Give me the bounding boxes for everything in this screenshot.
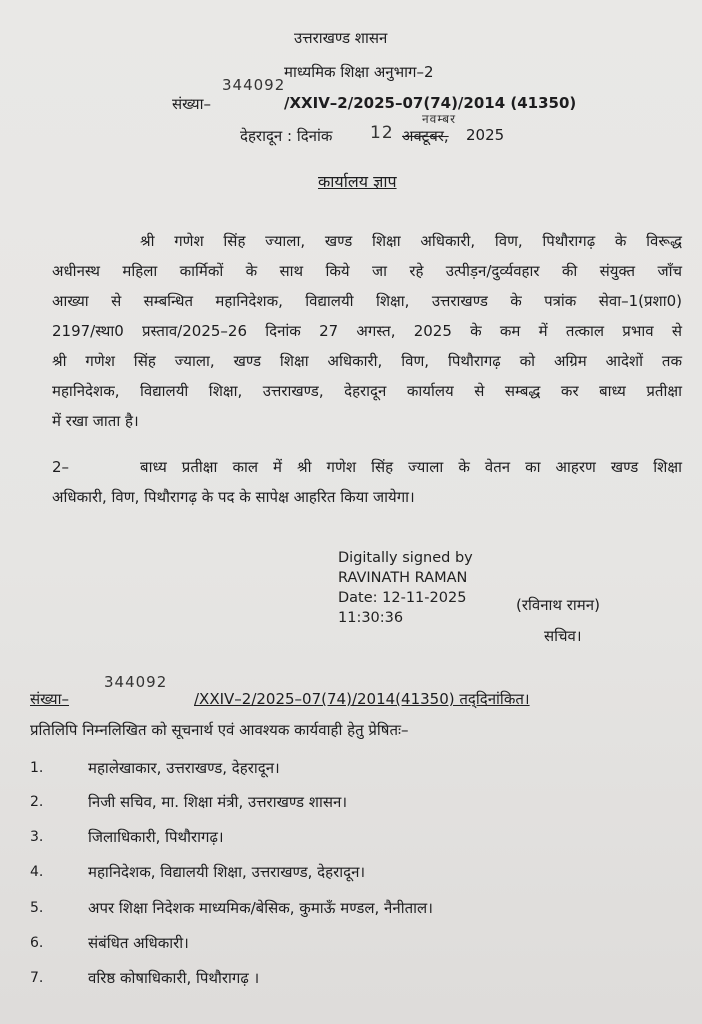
list-item-number: 5. [30, 900, 44, 916]
endorsement-intro: प्रतिलिपि निम्नलिखित को सूचनार्थ एवं आवश्यक कार्यवाही हेतु प्रेषितः– [30, 721, 409, 739]
handwritten-month: नवम्बर [422, 112, 456, 126]
section-heading: माध्यमिक शिक्षा अनुभाग–2 [284, 63, 434, 81]
list-item-number: 4. [30, 864, 44, 880]
list-item-text: निजी सचिव, मा. शिक्षा मंत्री, उत्तराखण्ड शासन। [88, 793, 348, 811]
signature-line: Digitally signed by [338, 550, 473, 566]
handwritten-number: 344092 [222, 76, 286, 94]
list-item-number: 3. [30, 829, 44, 845]
endorsement-reference: /XXIV–2/2025–07(74)/2014(41350) तद्‌दिनांकित। [194, 690, 530, 708]
year: 2025 [466, 126, 505, 144]
list-item-number: 6. [30, 935, 44, 951]
paragraph-2 [52, 452, 682, 512]
list-item-text: महालेखाकार, उत्तराखण्ड, देहरादून। [88, 759, 280, 777]
handwritten-day: 12 [370, 123, 394, 143]
paragraph-1-line: श्री गणेश सिंह ज्याला, खण्ड शिक्षा अधिकारी, विण, पिथौरागढ़ को अग्रिम आदेशों तक [52, 352, 682, 370]
document-title: कार्यालय ज्ञाप [318, 172, 397, 191]
government-heading: उत्तराखण्ड शासन [294, 29, 388, 47]
signature-time: 11:30:36 [338, 610, 404, 626]
paragraph-1-line: में रखा जाता है। [52, 412, 139, 430]
paragraph-1-line: 2197/स्था0 प्रस्ताव/2025–26 दिनांक 27 अगस्त, 2025 के कम में तत्काल प्रभाव से [52, 322, 682, 340]
signature-date: Date: 12-11-2025 [338, 590, 467, 606]
paragraph-2-line: अधिकारी, विण, पिथौरागढ़ के पद के सापेक्ष आहरित किया जायेगा। [52, 488, 415, 506]
list-item-text: जिलाधिकारी, पिथौरागढ़। [88, 828, 224, 846]
paragraph-2-number: 2– [52, 458, 70, 476]
paragraph-2-line: बाध्य प्रतीक्षा काल में श्री गणेश सिंह ज्याला के वेतन का आहरण खण्ड शिक्षा [140, 458, 682, 476]
paragraph-1-line: महानिदेशक, विद्यालयी शिक्षा, उत्तराखण्ड, देहरादून कार्यालय से सम्बद्ध कर बाध्य प्रतीक्षा [52, 382, 682, 400]
paragraph-1-line: आख्या से सम्बन्धित महानिदेशक, विद्यालयी शिक्षा, उत्तराखण्ड के पत्रांक सेवा–1(प्रशा0) [52, 292, 682, 310]
signatory-designation: सचिव। [544, 627, 582, 645]
endorsement-handwritten-number: 344092 [104, 673, 168, 691]
list-item-text: महानिदेशक, विद्यालयी शिक्षा, उत्तराखण्ड, देहरादून। [88, 863, 366, 881]
paragraph-1-line: अधीनस्थ महिला कार्मिकों के साथ किये जा रहे उत्पीड़न/दुर्व्यवहार की संयुक्त जाँच [52, 262, 682, 280]
list-item-text: वरिष्ठ कोषाधिकारी, पिथौरागढ़ । [88, 969, 260, 987]
file-reference: /XXIV–2/2025–07(74)/2014 (41350) [284, 94, 577, 112]
paragraph-1-line: श्री गणेश सिंह ज्याला, खण्ड शिक्षा अधिकारी, विण, पिथौरागढ़ के विरूद्ध [140, 232, 682, 250]
digital-signature-block [338, 548, 473, 628]
list-item-text: अपर शिक्षा निदेशक माध्यमिक/बेसिक, कुमाऊँ मण्डल, नैनीताल। [88, 899, 433, 917]
list-item-text: संबंधित अधिकारी। [88, 934, 189, 952]
signatory-name: (रविनाथ रामन) [516, 596, 600, 614]
signer-name: RAVINATH RAMAN [338, 570, 468, 586]
paragraph-1 [52, 226, 682, 436]
number-label: संख्या– [172, 95, 212, 113]
place-date-label: देहरादून : दिनांक [240, 127, 333, 145]
list-item-number: 7. [30, 970, 44, 986]
struck-month: अक्टूबर, [402, 127, 449, 145]
list-item-number: 1. [30, 760, 44, 776]
endorsement-number-label: संख्या– [30, 690, 70, 708]
list-item-number: 2. [30, 794, 44, 810]
